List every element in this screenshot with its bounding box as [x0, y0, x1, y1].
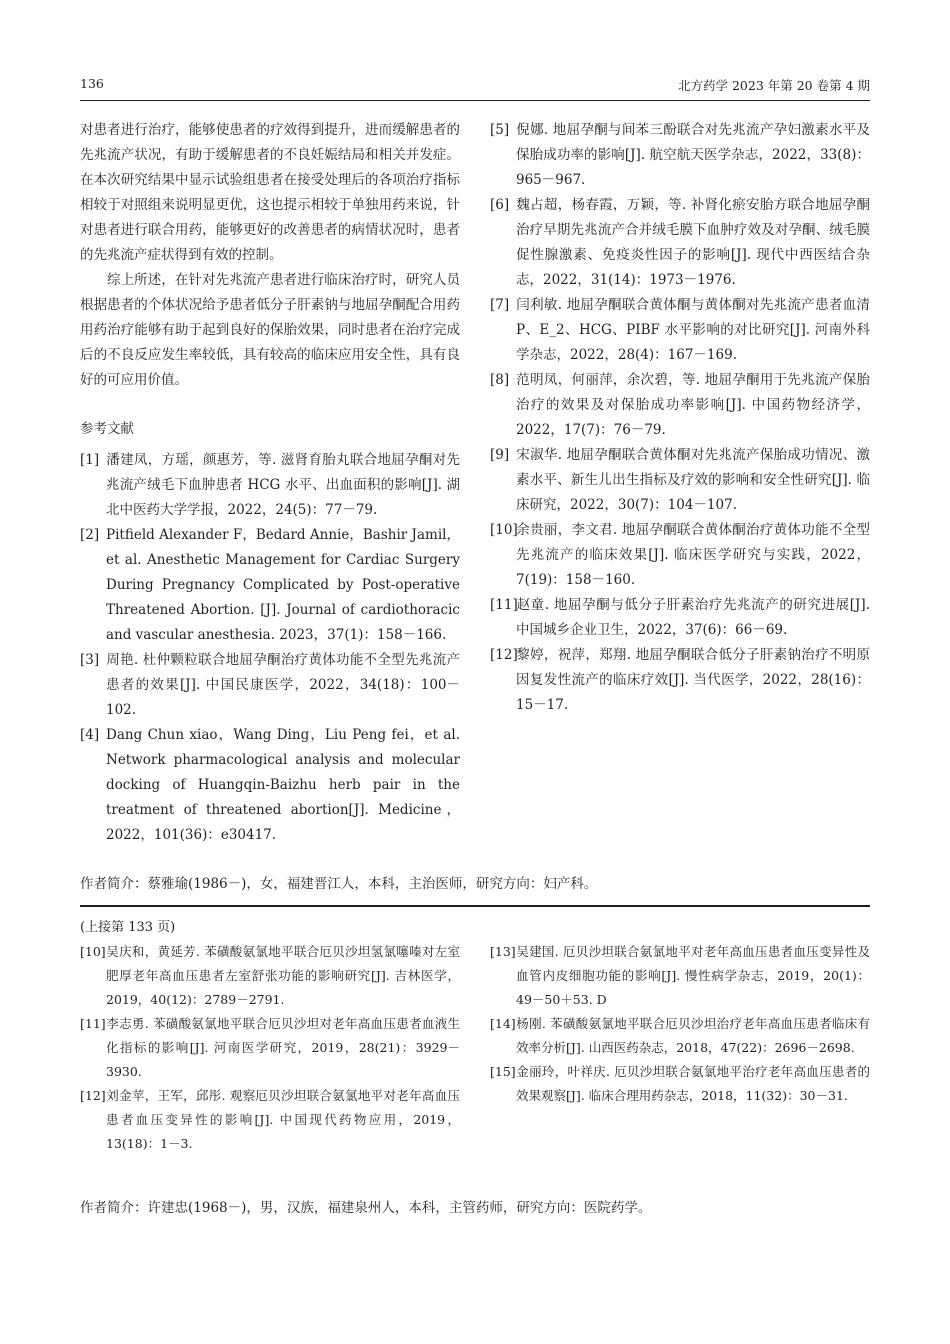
reference-text: 潘建凤，方瑶，颜惠芳，等. 滋肾育胎丸联合地屈孕酮对先兆流产绒毛下血肿患者 HCG 水平、出血面积的影响[J]. 湖北中医药大学学报，2022，24(5)：77－79.: [106, 452, 460, 518]
reference-item: [490, 940, 870, 1012]
reference-text: 刘金苹，王军，邱彤. 观察厄贝沙坦联合氨氯地平对老年高血压患者血压变异性的影响[J]. 中国现代药物应用，2019，13(18)：1－3.: [106, 1088, 460, 1151]
reference-item: [490, 293, 870, 368]
reference-text: 杨刚. 苯磺酸氨氯地平联合厄贝沙坦治疗老年高血压患者临床有效率分析[J]. 山西医药杂志，2018，47(22)：2696－2698.: [516, 1016, 870, 1055]
author-note: 作者简介：许建忠(1968－)，男，汉族，福建泉州人，本科，主管药师，研究方向：医院药学。: [80, 1200, 652, 1216]
author-note: 作者简介：蔡雅瑜(1986－)，女，福建晋江人，本科，主治医师，研究方向：妇产科。: [80, 876, 598, 892]
page-number: 136: [80, 76, 104, 91]
reference-number: [4]: [80, 727, 100, 743]
reference-text: 吴庆和，黄延芳. 苯磺酸氨氯地平联合厄贝沙坦氢氯噻嗪对左室肥厚老年高血压患者左室舒张功能的影响研究[J]. 吉林医学，2019，40(12)：2789－2791.: [106, 944, 460, 1007]
reference-number: [8]: [490, 372, 510, 388]
body-paragraph: 对患者进行治疗，能够使患者的疗效得到提升，进而缓解患者的先兆流产状况，有助于缓解患者的不良妊娠结局和相关并发症。在本次研究结果中显示试验组患者在接受处理后的各项治疗指标相较于对照组来说明显更优，这也提示相较于单独用药来说，针对患者进行联合用药，能够更好的改善患者的病情状况时，患者的先兆流产症状得到有效的控制。: [80, 122, 460, 263]
reference-item: [490, 1060, 870, 1108]
reference-item: [490, 593, 870, 643]
reference-item: [80, 723, 460, 848]
reference-number: [2]: [80, 527, 100, 543]
reference-item: [80, 448, 460, 523]
reference-number: [9]: [490, 447, 510, 463]
continued-references-right: [490, 940, 870, 1108]
reference-item: [490, 368, 870, 443]
reference-text: Pitfield Alexander F，Bedard Annie，Bashir Jamil，et al. Anesthetic Management for Cardiac Surgery During Pregnancy Complicated by Post-operative Threatened Abortion. [J]. Journal of cardiothoracic and vascular anesthesia. 2023，37(1)：158－166.: [106, 527, 460, 643]
reference-text: 赵童. 地屈孕酮与低分子肝素治疗先兆流产的研究进展[J]. 中国城乡企业卫生，2022，37(6)：66－69.: [516, 597, 870, 638]
reference-text: 余贵丽，李文君. 地屈孕酮联合黄体酮治疗黄体功能不全型先兆流产的临床效果[J]. 临床医学研究与实践，2022，7(19)：158－160.: [516, 522, 870, 588]
reference-item: [80, 1084, 460, 1156]
reference-number: [11]: [80, 1016, 106, 1031]
reference-text: 宋淑华. 地屈孕酮联合黄体酮对先兆流产保胎成功情况、激素水平、新生儿出生指标及疗效的影响和安全性研究[J]. 临床研究，2022，30(7)：104－107.: [516, 447, 870, 513]
right-column: [490, 118, 870, 718]
reference-text: 倪娜. 地屈孕酮与间苯三酚联合对先兆流产孕妇激素水平及保胎成功率的影响[J]. 航空航天医学杂志，2022，33(8)：965－967.: [516, 122, 870, 188]
reference-number: [3]: [80, 652, 100, 668]
continued-note: (上接第 133 页): [80, 920, 176, 935]
reference-text: 黎婷，祝萍，郑翔. 地屈孕酮联合低分子肝素钠治疗不明原因复发性流产的临床疗效[J]. 当代医学，2022，28(16)：15－17.: [516, 647, 870, 713]
section-divider: [80, 905, 870, 907]
reference-number: [10]: [490, 522, 518, 538]
reference-item: [490, 193, 870, 293]
journal-header: 北方药学 2023 年第 20 卷第 4 期: [677, 78, 870, 93]
reference-item: [80, 648, 460, 723]
reference-item: [80, 940, 460, 1012]
reference-list: [80, 448, 460, 848]
reference-item: [490, 443, 870, 518]
reference-text: 魏占超，杨春霞，万颖，等. 补肾化瘀安胎方联合地屈孕酮治疗早期先兆流产合并绒毛膜下血肿疗效及对孕酮、绒毛膜促性腺激素、免疫炎性因子的影响[J]. 现代中西医结合杂志，2022，31(14)：1973－1976.: [516, 197, 870, 288]
references-title: 参考文献: [80, 421, 134, 437]
reference-number: [11]: [490, 597, 518, 613]
reference-item: [490, 118, 870, 193]
reference-item: [490, 643, 870, 718]
reference-text: 范明凤，何丽萍，余次碧，等. 地屈孕酮用于先兆流产保胎治疗的效果及对保胎成功率影响[J]. 中国药物经济学，2022，17(7)：76－79.: [516, 372, 870, 438]
reference-text: 吴建国. 厄贝沙坦联合氨氯地平对老年高血压患者血压变异性及血管内皮细胞功能的影响[J]. 慢性病学杂志，2019，20(1)：49－50＋53. D: [516, 944, 870, 1007]
reference-text: 金丽玲，叶祥庆. 厄贝沙坦联合氨氯地平治疗老年高血压患者的效果观察[J]. 临床合理用药杂志，2018，11(32)：30－31.: [516, 1064, 870, 1103]
reference-number: [12]: [80, 1088, 106, 1103]
left-column: [80, 118, 460, 848]
continued-references-left: [80, 940, 460, 1156]
reference-text: 李志勇. 苯磺酸氨氯地平联合厄贝沙坦对老年高血压患者血液生化指标的影响[J]. 河南医学研究，2019，28(21)：3929－3930.: [106, 1016, 460, 1079]
reference-number: [12]: [490, 647, 518, 663]
reference-item: [80, 1012, 460, 1084]
reference-item: [490, 518, 870, 593]
reference-number: [7]: [490, 297, 510, 313]
reference-number: [5]: [490, 122, 510, 138]
reference-number: [10]: [80, 944, 106, 959]
reference-text: 闫利敏. 地屈孕酮联合黄体酮与黄体酮对先兆流产患者血清 P、E_2、HCG、PIBF 水平影响的对比研究[J]. 河南外科学杂志，2022，28(4)：167－169.: [516, 297, 870, 363]
reference-item: [80, 523, 460, 648]
reference-text: 周艳. 杜仲颗粒联合地屈孕酮治疗黄体功能不全型先兆流产患者的效果[J]. 中国民康医学，2022，34(18)：100－102.: [106, 652, 460, 718]
reference-number: [15]: [490, 1064, 516, 1079]
header-divider: [80, 100, 870, 101]
reference-number: [1]: [80, 452, 100, 468]
reference-number: [6]: [490, 197, 510, 213]
body-paragraph: 综上所述，在针对先兆流产患者进行临床治疗时，研究人员根据患者的个体状况给予患者低分子肝素钠与地屈孕酮配合用药用药治疗能够有助于起到良好的保胎效果，同时患者在治疗完成后的不良反应发生率较低，具有较高的临床应用安全性，具有良好的可应用价值。: [80, 272, 460, 388]
reference-number: [13]: [490, 944, 516, 959]
reference-number: [14]: [490, 1016, 516, 1031]
reference-text: Dang Chun xiao，Wang Ding，Liu Peng fei，et al. Network pharmacological analysis and molecular docking of Huangqin-Baizhu herb pair in the treatment of threatened abortion[J]. Medicine，2022，101(36)：e30417.: [106, 727, 460, 843]
reference-item: [490, 1012, 870, 1060]
